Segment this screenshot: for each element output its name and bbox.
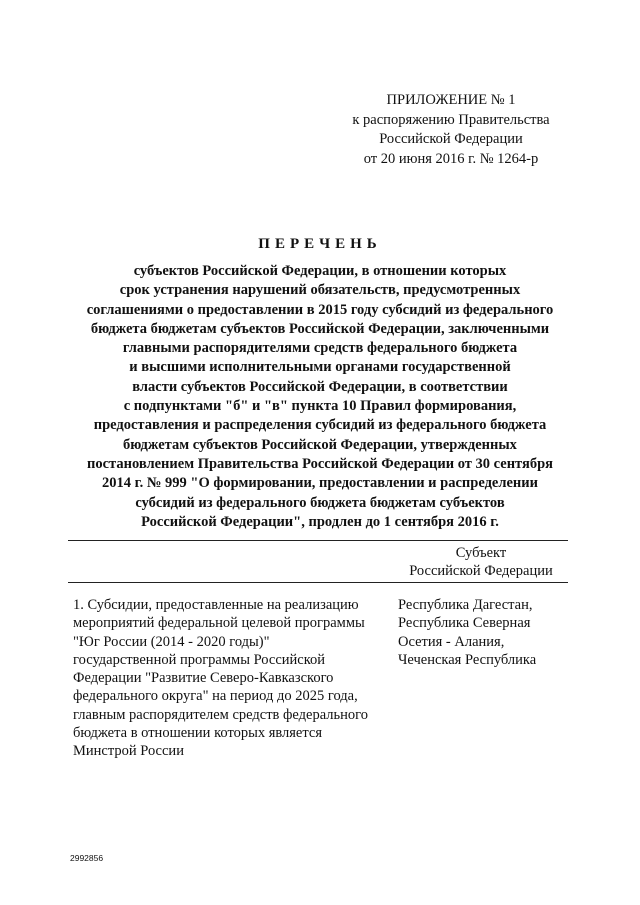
column-header-line: Субъект [455, 545, 507, 561]
heading-line: предоставления и распределения субсидий из федерального бюджета [93, 417, 547, 434]
description-line: "Юг России (2014 - 2020 годы)" [73, 633, 270, 650]
heading-line: власти субъектов Российской Федерации, в соответствии [132, 378, 508, 395]
heading-line: бюджетам субъектов Российской Федерации, утвержденных [123, 436, 517, 453]
approval-line-4: от 20 июня 2016 г. № 1264-р [363, 150, 539, 167]
heading-line: и высшими исполнительными органами государственной [129, 359, 511, 376]
description-line: Минстрой России [73, 743, 184, 760]
description-line: мероприятий федеральной целевой программы [73, 615, 365, 632]
column-header-line: Российской Федерации [409, 563, 553, 579]
approval-line-3: Российской Федерации [379, 131, 523, 147]
heading-line: постановлением Правительства Российской Федерации от 30 сентября [87, 455, 553, 472]
table-item-description [73, 596, 393, 761]
description-line: главным распорядителем средств федерального [73, 706, 368, 723]
table-item-subject [398, 596, 598, 669]
subject-line: Осетия - Алания, [398, 633, 505, 650]
document-heading [60, 262, 580, 532]
table-top-rule [68, 540, 568, 541]
description-line: бюджета в отношении которых является [73, 725, 322, 742]
subject-line: Республика Северная [398, 615, 531, 632]
description-line: 1. Субсидии, предоставленные на реализацию [73, 597, 359, 613]
description-line: государственной программы Российской [73, 651, 326, 668]
heading-line: Российской Федерации", продлен до 1 сентября 2016 г. [141, 513, 499, 530]
heading-line: субъектов Российской Федерации, в отношении которых [133, 263, 507, 279]
approval-line-1: ПРИЛОЖЕНИЕ № 1 [386, 92, 516, 108]
heading-line: субсидий из федерального бюджета бюджетам субъектов [135, 494, 505, 511]
description-line: Федерации "Развитие Северо-Кавказского [73, 670, 334, 687]
heading-line: соглашениями о предоставлении в 2015 году субсидий из федерального [86, 301, 554, 318]
heading-line: главными распорядителями средств федерального бюджета [122, 340, 518, 357]
heading-line: с подпунктами "б" и "в" пункта 10 Правил формирования, [123, 398, 517, 415]
document-title: ПЕРЕЧЕНЬ [258, 236, 382, 252]
heading-line: 2014 г. № 999 "О формировании, предоставлении и распределении [102, 475, 538, 492]
subject-line: Чеченская Республика [398, 651, 537, 668]
approval-block [336, 91, 566, 169]
document-number: 2992856 [70, 853, 104, 863]
table-header-rule [68, 582, 568, 583]
description-line: федерального округа" на период до 2025 года, [73, 688, 358, 705]
heading-line: срок устранения нарушений обязательств, предусмотренных [119, 282, 521, 299]
approval-line-2: к распоряжению Правительства [352, 111, 550, 128]
heading-line: бюджета бюджетам субъектов Российской Федерации, заключенными [90, 320, 550, 337]
subject-line: Республика Дагестан, [398, 597, 533, 613]
column-header-subject [398, 544, 564, 580]
